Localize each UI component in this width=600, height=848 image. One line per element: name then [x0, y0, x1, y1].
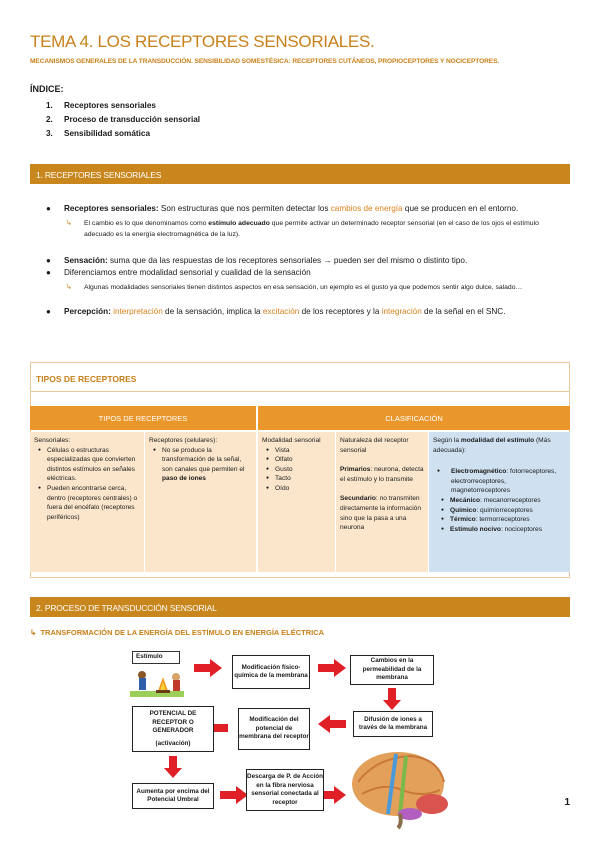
arrow-down-icon: [383, 688, 401, 710]
difusion-box: Difusión de iones a través de la membrana: [353, 711, 433, 737]
section-1-bar: 1. RECEPTORES SENSORIALES: [30, 164, 570, 184]
subarrow-icon: ↳: [30, 628, 41, 637]
campfire-illustration: [130, 665, 184, 697]
arrow-left-icon: [318, 715, 346, 733]
receptores-sub: ↳ El cambio es lo que denominamos como estímulo adecuado que permite activar un determinado receptor sensorial (en el caso de los ojos el estímulo adecuado es la energía electromagnética de la luz).: [66, 219, 539, 238]
index-item[interactable]: 2. Proceso de transducción sensorial: [46, 115, 201, 124]
index-list: [46, 99, 200, 141]
diferenciamos-sub: ↳ Algunas modalidades sensoriales tienen distintos aspectos en esa sensación, un ejemplo es el gusto ya que podemos sentir algo dulce, salado…: [66, 283, 523, 291]
section-2-subheading: ↳ TRANSFORMACIÓN DE LA ENERGÍA DEL ESTÍMULO EN ENERGÍA ELÉCTRICA: [30, 628, 325, 637]
subarrow-icon: ↳: [66, 219, 72, 227]
bullet-icon: ●: [46, 255, 51, 265]
mod-potencial-box: Modificación del potencial de membrana del receptor: [238, 708, 310, 750]
brain-illustration: [340, 744, 464, 830]
page-subtitle: MECANISMOS GENERALES DE LA TRANSDUCCIÓN. SENSIBILIDAD SOMESTÉSICA: RECEPTORES CUTÁNEOS, PROPIOCEPTORES Y NOCICEPTORES.: [30, 58, 500, 65]
descarga-box: Descarga de P. de Acción en la fibra nerviosa sensorial conectada al receptor: [246, 769, 324, 811]
arrow-down-icon: [164, 756, 182, 778]
tipos-title: TIPOS DE RECEPTORES: [36, 374, 137, 384]
mod-fisico-box: Modificación físico-química de la membrana: [232, 655, 310, 689]
bullet-icon: ●: [46, 268, 51, 277]
section-1-content: [46, 203, 562, 318]
bullet-icon: ●: [46, 306, 51, 316]
aumenta-box: Aumenta por encima del Potencial Umbral: [132, 783, 214, 809]
sensacion-paragraph: ● Sensación: suma que da las respuestas de los receptores sensoriales → pueden ser del mismo o distinto tipo.: [46, 255, 562, 268]
potencial-box: POTENCIAL DE RECEPTOR O GENERADOR (activación): [132, 706, 214, 752]
estimulo-box: Estímulo: [132, 651, 180, 664]
receptores-paragraph: ● Receptores sensoriales: Son estructuras que nos permiten detectar los cambios de energía que se producen en el entorno.: [46, 203, 562, 216]
percepcion-paragraph: ● Percepción: interpretación de la sensación, implica la excitación de los receptores y la integración de la señal en el SNC.: [46, 306, 562, 319]
bullet-icon: ●: [46, 204, 51, 213]
cell-estimulo: Según la modalidad del estímulo (Más adecuada): ● Electromagnético: fotorreceptores, electrorreceptores, magnetorreceptores ● Mecánico: mecanorreceptores ● Químico: quimiorreceptores ● Térmico: termorreceptores ● Estímulo nocivo: nociceptores: [429, 432, 570, 572]
arrow-right-icon: [220, 786, 248, 804]
arrow-right-icon: [318, 659, 346, 677]
cell-sensoriales: Sensoriales: ● Células o estructuras especializadas que convierten distintos estímulos en señales eléctricas. ● Pueden encontrarse cerca, dentro (receptores centrales) o fuera del encéfalo (receptores periféricos): [30, 432, 144, 572]
subarrow-icon: ↳: [66, 283, 72, 291]
cell-receptores-celulares: Receptores (celulares): ● No se produce la transformación de la señal, son canales que permiten el paso de iones: [145, 432, 256, 572]
cell-naturaleza: Naturaleza del receptor sensorial Primarios: neurona, detecta el estímulo y lo transmite Secundario: no transmiten directamente la información sino que la pasa a una neurona: [336, 432, 428, 572]
arrow-right-icon: [194, 659, 222, 677]
page-title: TEMA 4. LOS RECEPTORES SENSORIALES.: [30, 32, 375, 51]
index-heading: ÍNDICE:: [30, 84, 64, 94]
section-2-bar: 2. PROCESO DE TRANSDUCCIÓN SENSORIAL: [30, 597, 570, 617]
diferenciamos-paragraph: ● Diferenciamos entre modalidad sensorial y cualidad de la sensación: [46, 267, 562, 280]
divider: [30, 391, 570, 392]
table-header-clasificacion: CLASIFICACIÓN: [258, 406, 570, 430]
estimulo-item: ● Electromagnético: fotorreceptores, electrorreceptores, magnetorreceptores: [437, 468, 557, 495]
index-item[interactable]: 1. Receptores sensoriales: [46, 101, 156, 110]
cell-modalidad: Modalidad sensorial ● Vista ● Olfato ● Gusto ● Tacto ● Oído: [258, 432, 335, 572]
cambios-box: Cambios en la permeabilidad de la membrana: [350, 655, 434, 685]
index-item[interactable]: 3. Sensibilidad somática: [46, 129, 150, 138]
page-number: 1: [564, 797, 570, 808]
table-header-tipos: TIPOS DE RECEPTORES: [30, 406, 256, 430]
